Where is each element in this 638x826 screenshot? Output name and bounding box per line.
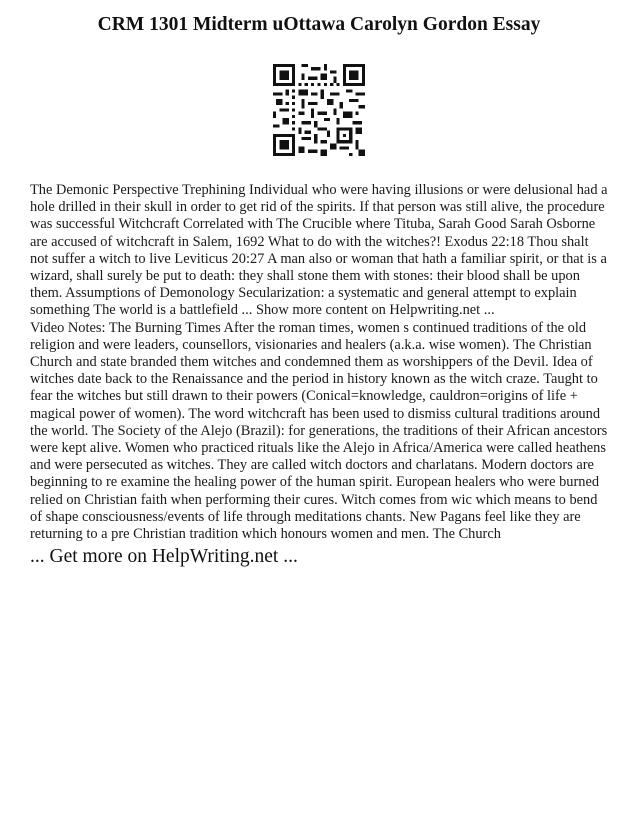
- get-more-link[interactable]: ... Get more on HelpWriting.net ...: [30, 546, 298, 567]
- essay-paragraph: Video Notes: The Burning Times After the roman times, women s continued traditions of the old religion and were leaders, counsellors, visionaries and healers (a.k.a. wise women). The Christian Church and state branded them witches and condemned them as worshippers of the Devil. Idea of witches date back to the Renaissance and the period in history known as the witch craze. Taught to fear the witches but still drawn to their powers (Conical=knowledge, cauldron=origins of life + magical power of women). The word witchcraft has been used to dismiss cultural traditions around the world. The Society of the Alejo (Brazil): for generations, the traditions of their African ancestors were kept alive. Women who practiced rituals like the Alejo in Africa/America were called heathens and were persecuted as witches. They are called witch doctors and charlatans. Modern doctors are beginning to re examine the healing power of the human spirit. European healers who were burned relied on Christian faith when performing their cures. Witch comes from wic which means to bend of shape consciousness/events of life through meditations chants. New Pagans feel like they are returning to a pre Christian tradition which honours women and men. The Church: [30, 319, 608, 543]
- essay-paragraph: The Demonic Perspective Trephining Individual who were having illusions or were delusional had a hole drilled in their skull in order to get rid of the spirits. If that person was still alive, the procedure was successful Witchcraft Correlated with The Crucible where Tituba, Sarah Good Sarah Osborne are accused of witchcraft in Salem, 1692 What to do with the witches?! Exodus 22:18 Thou shalt not suffer a witch to live Leviticus 20:27 A man also or woman that hath a familiar spirit, or that is a wizard, shall surely be put to death: they shall stone them with stones: their blood shall be upon them. Assumptions of Demonology Secularization: a systematic and general attempt to explain something The world is a battlefield ... Show more content on Helpwriting.net ...: [30, 182, 608, 319]
- qr-code-image: [273, 64, 365, 156]
- page-title: CRM 1301 Midterm uOttawa Carolyn Gordon Essay: [97, 14, 541, 35]
- essay-body: [30, 182, 610, 543]
